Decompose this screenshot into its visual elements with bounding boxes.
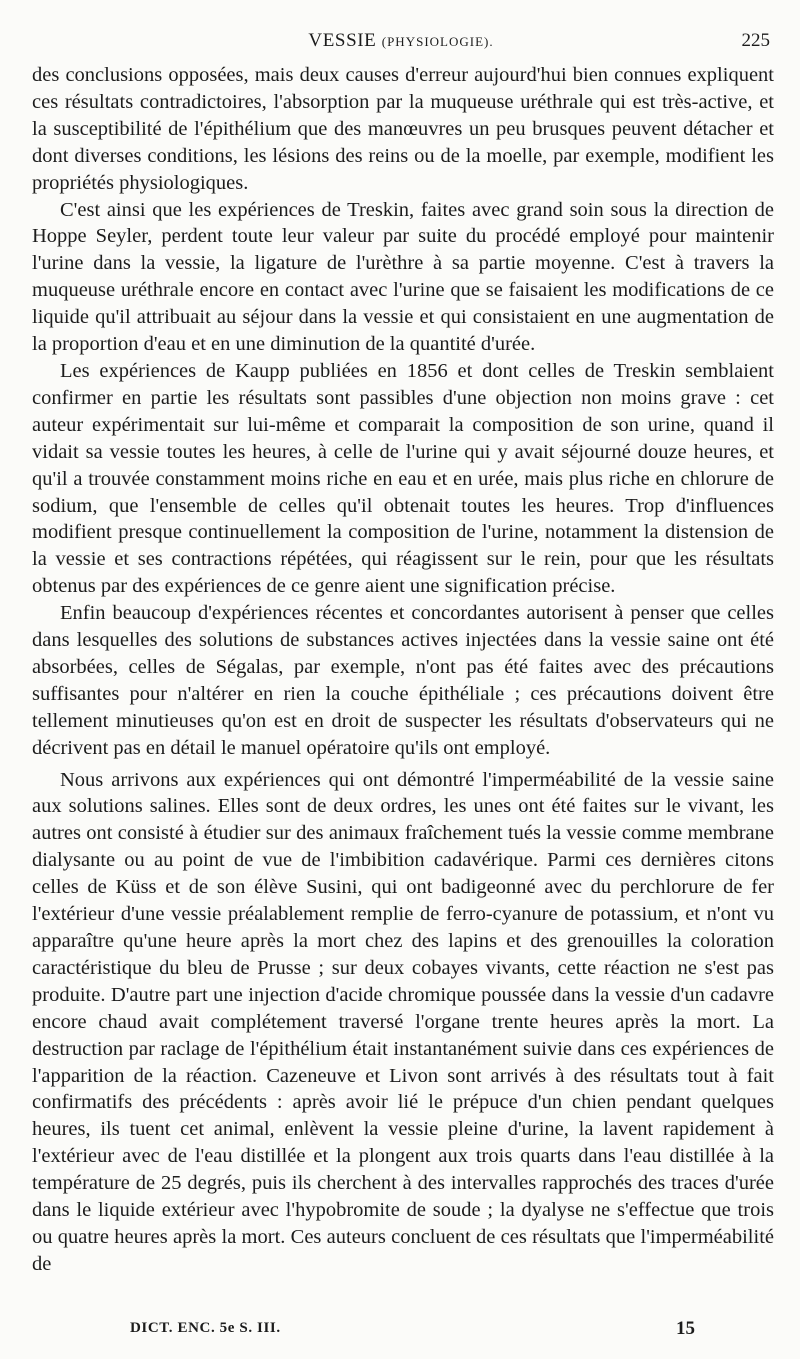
body-text xyxy=(32,62,774,1278)
paragraph-kaupp: Les expériences de Kaupp publiées en 1856 et dont celles de Treskin semblaient confirmer en partie les résultats sont passibles d'une objection non moins grave : cet auteur expérimentait sur lui-même et comparait la composition de son urine, quand il vidait sa vessie toutes les heures, à celle de l'urine qui y avait séjourné douze heures, et qu'il a trouvée constamment moins riche en eau et en urée, mais plus riche en chlorure de sodium, que l'ensemble de celles qu'il obtenait toutes les heures. Trop d'influences modifient presque continuellement la composition de l'urine, notamment la distension de la vessie et ses contractions répétées, qui réagissent sur le rein, pour que les résultats obtenus par des expériences de ce genre aient une signification précise. xyxy=(32,359,774,598)
page-number: 225 xyxy=(741,30,770,51)
running-head-subtitle: (PHYSIOLOGIE). xyxy=(381,34,494,49)
running-head xyxy=(32,30,770,52)
running-head-title: VESSIE xyxy=(308,30,377,51)
page-header xyxy=(32,30,770,58)
paragraph-continuation: des conclusions opposées, mais deux causes d'erreur aujourd'hui bien connues expliquent ces résultats contradictoires, l'absorption par la muqueuse uréthrale qui est très-active, et la susceptibilité de l'épithélium que des manœuvres un peu brusques peuvent détacher et dont diverses conditions, les lésions des reins ou de la moelle, par exemple, modifient les propriétés physiologiques. xyxy=(32,64,774,194)
signature-number: 15 xyxy=(676,1318,695,1339)
paragraph-treskin: C'est ainsi que les expériences de Treskin, faites avec grand soin sous la direction de Hoppe Seyler, perdent toute leur valeur par suite du procédé employé pour maintenir l'urine dans la vessie, la ligature de l'urèthre à sa partie moyenne. C'est à travers la muqueuse uréthrale encore en contact avec l'urine que se faisaient les modifications de ce liquide qu'il attribuait au séjour dans la vessie et qui consistaient en une augmentation de la proportion d'eau et en une diminution de la quantité d'urée. xyxy=(32,198,774,356)
printer-signature: DICT. ENC. 5e S. III. xyxy=(130,1320,281,1336)
paragraph-impermeability: Nous arrivons aux expériences qui ont démontré l'imperméabilité de la vessie saine aux solutions salines. Elles sont de deux ordres, les unes ont été faites sur le vivant, les autres ont consisté à étudier sur des animaux fraîchement tués la vessie comme membrane dialysante ou au point de vue de l'imbibition cadavérique. Parmi ces dernières citons celles de Küss et de son élève Susini, qui ont badigeonné avec du perchlorure de fer l'extérieur d'une vessie préalablement remplie de ferro-cyanure de potassium, et n'ont vu apparaître qu'une heure après la mort chez des lapins et des grenouilles la coloration caractéristique du bleu de Prusse ; sur deux cobayes vivants, cette réaction ne s'est pas produite. D'autre part une injection d'acide chromique poussée dans la vessie d'un cadavre encore chaud avait complétement traversé l'organe trente heures après la mort. La destruction par raclage de l'épithélium était instantanément suivie dans ces expériences de l'apparition de la réaction. Cazeneuve et Livon sont arrivés à des résultats tout à fait confirmatifs des précédents : après avoir lié le prépuce d'un chien pendant quelques heures, ils tuent cet animal, enlèvent la vessie pleine d'urine, la lavent rapidement à l'extérieur avec de l'eau distillée et la plongent aux trois quarts dans l'eau distillée à la température de 25 degrés, puis ils cherchent à des intervalles rapprochés des traces d'urée dans le liquide extérieur avec l'hypobromite de soude ; la dyalyse ne s'effectue que trois ou quatre heures après la mort. Ces auteurs concluent de ces résultats que l'imperméabilité de xyxy=(32,768,774,1275)
paragraph-precautions: Enfin beaucoup d'expériences récentes et concordantes autorisent à penser que celles dans lesquelles des solutions de substances actives injectées dans la vessie saine ont été absorbées, celles de Ségalas, par exemple, n'ont pas été faites avec des précautions suffisantes pour n'altérer en rien la couche épithéliale ; ces précautions doivent être tellement minutieuses qu'on est en droit de suspecter les résultats d'observateurs qui ne décrivent pas en détail le manuel opératoire qu'ils ont employé. xyxy=(32,602,774,759)
page-footer xyxy=(50,1318,695,1342)
